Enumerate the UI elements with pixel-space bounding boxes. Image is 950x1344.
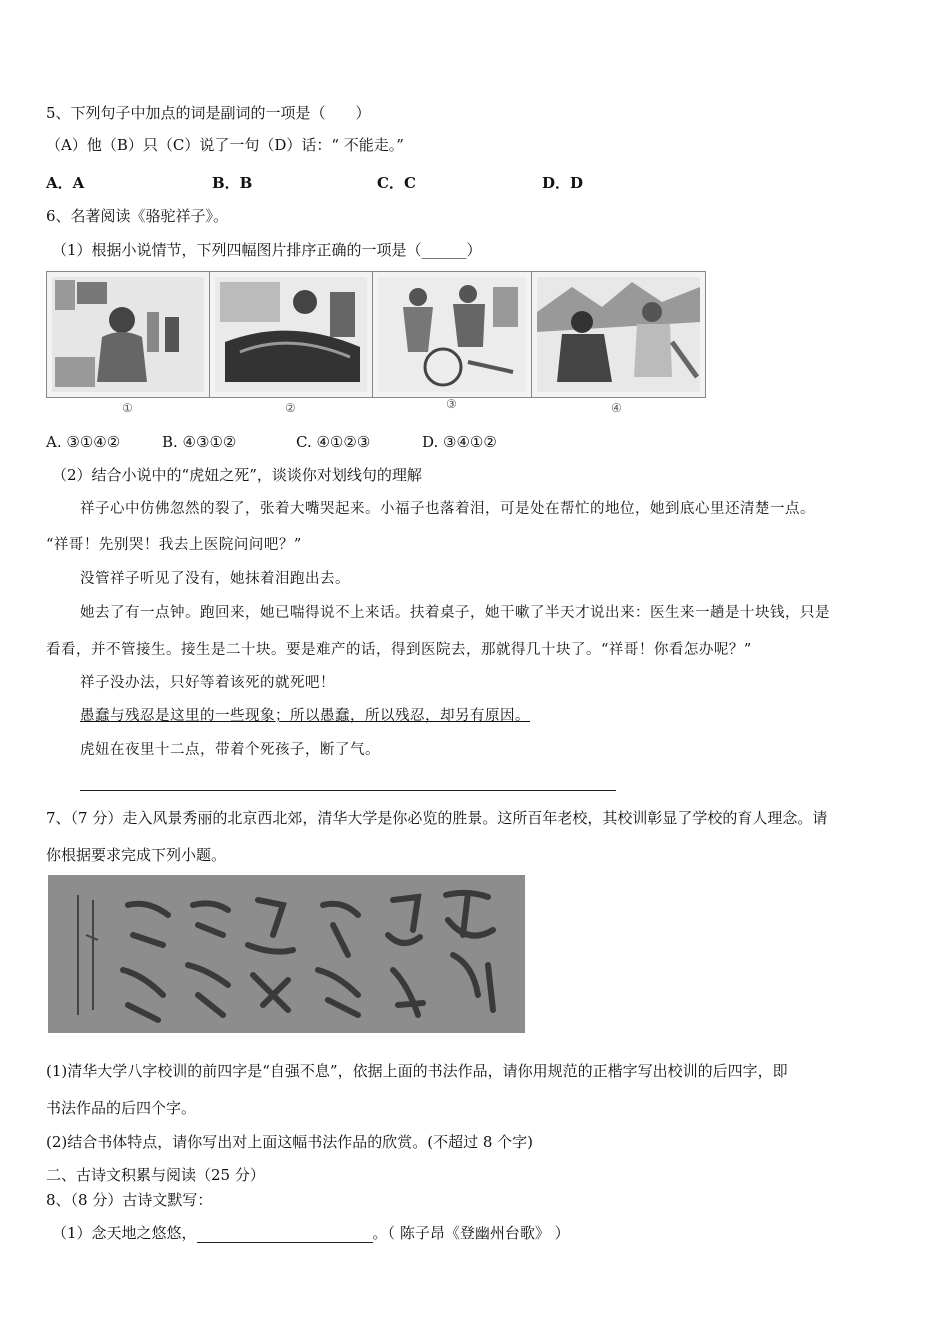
illustration-label-1: ① [122,401,133,415]
illustration-1 [47,272,210,397]
q7-sub1-line1: (1)清华大学八字校训的前四字是“自强不息”，依据上面的书法作品，请你用规范的正楷字写出校训的后四字，即 [46,1062,788,1080]
passage-line: 看看，并不管接生。接生是二十块。要是难产的话，得到医院去，那就得几十块了。“祥哥！你看怎办呢？” [46,642,752,658]
illustration-4 [532,272,705,397]
q6-sub1: （1）根据小说情节，下列四幅图片排序正确的一项是（______） [52,241,482,259]
q6-option-b: B. ④③①② [162,433,237,451]
illustration-label-3: ③ [446,397,457,411]
fill-blank[interactable] [197,1224,373,1243]
q5-option-a: A．A [46,174,85,192]
q7-intro-line1: 7、（7 分）走入风景秀丽的北京西北郊，清华大学是你必览的胜景。这所百年老校，其校训彰显了学校的育人理念。请 [46,809,828,827]
q6-option-a: A. ③①④② [46,433,121,451]
q5-option-d: D．D [542,174,584,192]
passage-line: 没管祥子听见了没有，她抹着泪跑出去。 [80,571,350,587]
q7-sub2: (2)结合书体特点，请你写出对上面这幅书法作品的欣赏。(不超过 8 个字) [46,1133,534,1151]
passage-line: 祥子没办法，只好等着该死的就死吧！ [80,675,335,691]
q8-item1-prefix: （1）念天地之悠悠， [52,1224,197,1242]
q5-stem: 5、下列句子中加点的词是副词的一项是（ ） [46,104,371,122]
q5-option-b: B．B [212,174,253,192]
q6-sub2: （2）结合小说中的“虎妞之死”，谈谈你对划线句的理解 [52,466,422,484]
q6-option-d: D. ③④①② [422,433,497,451]
calligraphy-image [48,875,525,1033]
illustration-label-4: ④ [611,401,622,415]
q6-option-c: C. ④①②③ [296,433,371,451]
passage-line: 虎妞在夜里十二点，带着个死孩子，断了气。 [80,742,380,758]
q6-title: 6、名著阅读《骆驼祥子》。 [46,207,229,225]
answer-line[interactable] [80,790,616,791]
section-heading: 二、古诗文积累与阅读（25 分） [46,1166,265,1184]
q8-title: 8、（8 分）古诗文默写： [46,1191,213,1209]
illustration-label-2: ② [285,401,296,415]
passage-line: 她去了有一点钟。跑回来，她已喘得说不上来话。扶着桌子，她干嗽了半天才说出来：医生来一趟是十块钱，只是 [80,605,830,621]
q7-sub1-line2: 书法作品的后四个字。 [46,1099,197,1117]
q5-sentence: （A）他（B）只（C）说了一句（D）话：“ 不能走。” [46,136,404,154]
q7-intro-line2: 你根据要求完成下列小题。 [46,846,227,864]
story-illustrations [46,271,706,398]
illustration-3 [373,272,532,397]
q5-option-c: C．C [377,174,416,192]
illustration-2 [210,272,373,397]
passage-line: 祥子心中仿佛忽然的裂了，张着大嘴哭起来。小福子也落着泪，可是处在帮忙的地位，她到底心里还清楚一点。 [80,501,815,517]
passage-line: “祥哥！先别哭！我去上医院问问吧？” [46,537,302,553]
q8-item1-suffix: 。（ 陈子昂《登幽州台歌》 ） [372,1224,570,1242]
underlined-sentence: 愚蠢与残忍是这里的一些现象；所以愚蠢，所以残忍，却另有原因。 [80,708,530,724]
q8-item1 [52,1223,570,1243]
